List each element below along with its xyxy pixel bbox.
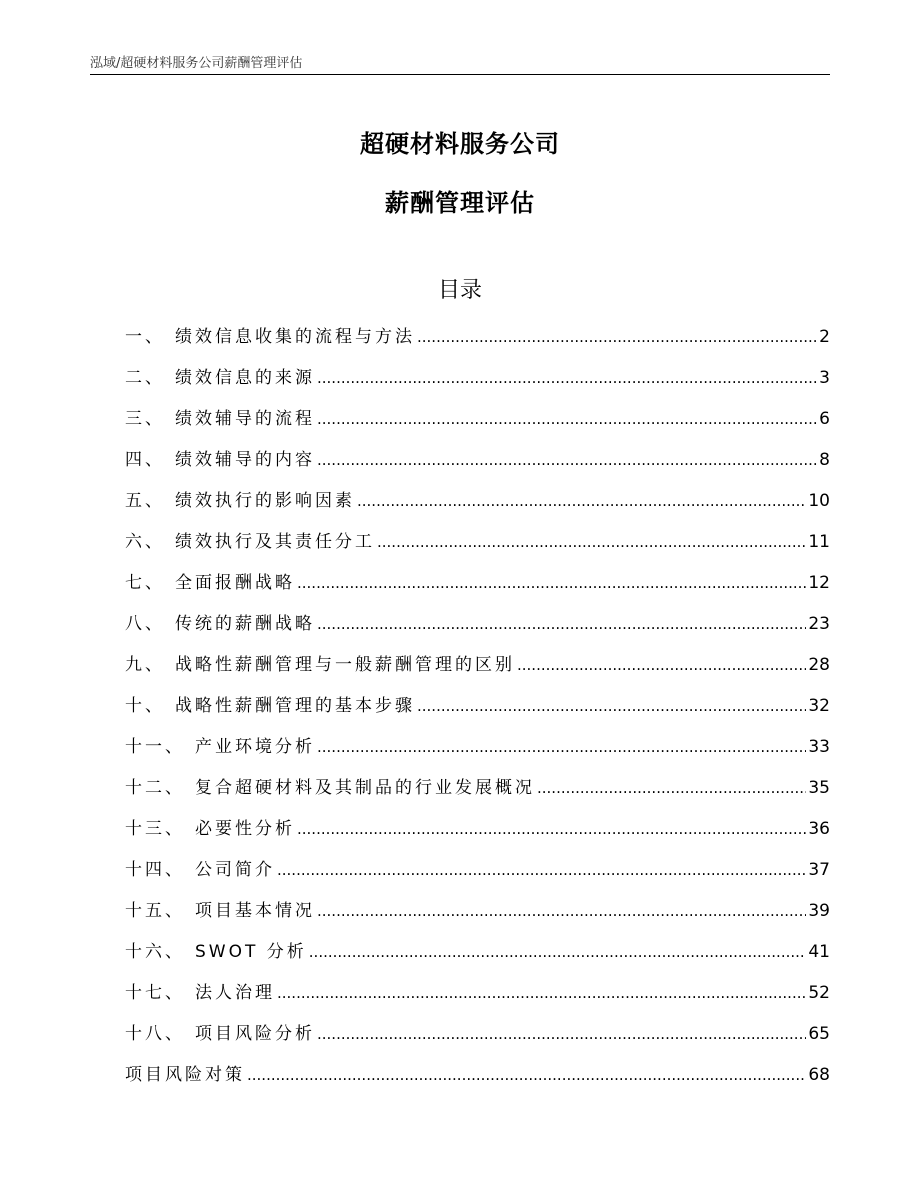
- toc-entry-number: 四、: [125, 450, 165, 470]
- running-header: 泓域/超硬材料服务公司薪酬管理评估: [90, 56, 303, 71]
- toc-entry-page: 35: [808, 778, 830, 798]
- toc-entry-number: 七、: [125, 573, 165, 593]
- toc-entry-number: 十二、: [125, 778, 185, 798]
- toc-entry-number: 十五、: [125, 901, 185, 921]
- toc-entry[interactable]: [125, 444, 830, 485]
- document-title: 超硬材料服务公司: [360, 130, 560, 158]
- toc-entry-label: 复合超硬材料及其制品的行业发展概况: [195, 778, 535, 798]
- toc-entry-label: SWOT 分析: [195, 942, 307, 962]
- toc-entry-page: 8: [819, 450, 830, 470]
- toc-entry-page: 3: [819, 368, 830, 388]
- toc-entry-label: 绩效信息的来源: [175, 368, 315, 388]
- toc-entry[interactable]: [125, 1059, 830, 1100]
- toc-dot-leader: [297, 813, 806, 845]
- toc-heading: 目录: [437, 278, 482, 303]
- toc-entry-number: 十一、: [125, 737, 185, 757]
- toc-entry-page: 41: [808, 942, 830, 962]
- toc-entry[interactable]: [125, 485, 830, 526]
- toc-dot-leader: [317, 403, 817, 435]
- toc-entry-number: 十四、: [125, 860, 185, 880]
- toc-dot-leader: [277, 977, 806, 1009]
- toc-entry[interactable]: [125, 895, 830, 936]
- toc-dot-leader: [309, 936, 807, 968]
- toc-dot-leader: [277, 854, 806, 886]
- toc-entry-page: 23: [808, 614, 830, 634]
- toc-entry-label: 绩效执行的影响因素: [175, 491, 355, 511]
- toc-dot-leader: [247, 1059, 806, 1091]
- toc-dot-leader: [357, 485, 806, 517]
- toc-entry-label: 战略性薪酬管理与一般薪酬管理的区别: [175, 655, 515, 675]
- toc-entry-number: 八、: [125, 614, 165, 634]
- toc-entry-label: 产业环境分析: [195, 737, 315, 757]
- toc-dot-leader: [317, 362, 817, 394]
- toc-entry-page: 12: [808, 573, 830, 593]
- header-divider: [90, 74, 830, 75]
- toc-dot-leader: [417, 321, 817, 353]
- toc-entry-page: 33: [808, 737, 830, 757]
- toc-dot-leader: [317, 731, 806, 763]
- document-subtitle: 薪酬管理评估: [385, 189, 535, 217]
- toc-entry-page: 11: [808, 532, 830, 552]
- toc-entry-number: 九、: [125, 655, 165, 675]
- toc-dot-leader: [297, 567, 806, 599]
- toc-entry-number: 五、: [125, 491, 165, 511]
- toc-entry[interactable]: [125, 936, 830, 977]
- toc-entry[interactable]: [125, 731, 830, 772]
- toc-entry[interactable]: [125, 813, 830, 854]
- toc-entry[interactable]: [125, 321, 830, 362]
- toc-dot-leader: [317, 895, 806, 927]
- toc-entry[interactable]: [125, 977, 830, 1018]
- toc-entry[interactable]: [125, 854, 830, 895]
- toc-entry-label: 公司简介: [195, 860, 275, 880]
- toc-entry-number: 十七、: [125, 983, 185, 1003]
- toc-entry-label: 全面报酬战略: [175, 573, 295, 593]
- toc-entry-number: 六、: [125, 532, 165, 552]
- toc-entry-number: 十三、: [125, 819, 185, 839]
- toc-entry-number: 十、: [125, 696, 165, 716]
- toc-entry-label: 项目基本情况: [195, 901, 315, 921]
- toc-entry-page: 2: [819, 327, 830, 347]
- toc-entry-label: 传统的薪酬战略: [175, 614, 315, 634]
- toc-entry[interactable]: [125, 1018, 830, 1059]
- toc-entry-page: 28: [808, 655, 830, 675]
- toc-entry-label: 绩效信息收集的流程与方法: [175, 327, 415, 347]
- toc-entry[interactable]: [125, 567, 830, 608]
- toc-entry-label: 绩效执行及其责任分工: [175, 532, 375, 552]
- toc-entry-number: 一、: [125, 327, 165, 347]
- toc-entry[interactable]: [125, 362, 830, 403]
- toc-entry-page: 32: [808, 696, 830, 716]
- toc-entry-number: 十六、: [125, 942, 185, 962]
- toc-dot-leader: [537, 772, 806, 804]
- toc-entry-label: 法人治理: [195, 983, 275, 1003]
- toc-entry-number: 十八、: [125, 1024, 185, 1044]
- toc-dot-leader: [417, 690, 806, 722]
- toc-entry[interactable]: [125, 690, 830, 731]
- table-of-contents: [125, 321, 830, 1100]
- toc-entry[interactable]: [125, 649, 830, 690]
- toc-entry-number: 三、: [125, 409, 165, 429]
- toc-entry-label: 绩效辅导的内容: [175, 450, 315, 470]
- toc-entry-label: 项目风险分析: [195, 1024, 315, 1044]
- toc-entry-page: 36: [808, 819, 830, 839]
- toc-dot-leader: [317, 1018, 806, 1050]
- toc-entry-page: 10: [808, 491, 830, 511]
- toc-entry[interactable]: [125, 772, 830, 813]
- toc-entry[interactable]: [125, 608, 830, 649]
- toc-entry[interactable]: [125, 403, 830, 444]
- toc-entry-page: 39: [808, 901, 830, 921]
- toc-dot-leader: [317, 444, 817, 476]
- toc-dot-leader: [317, 608, 806, 640]
- toc-dot-leader: [377, 526, 806, 558]
- toc-entry-page: 52: [808, 983, 830, 1003]
- toc-entry-label: 必要性分析: [195, 819, 295, 839]
- toc-entry-label: 绩效辅导的流程: [175, 409, 315, 429]
- toc-entry-label: 战略性薪酬管理的基本步骤: [175, 696, 415, 716]
- toc-entry[interactable]: [125, 526, 830, 567]
- toc-entry-page: 65: [808, 1024, 830, 1044]
- toc-entry-label: 项目风险对策: [125, 1065, 245, 1085]
- toc-dot-leader: [517, 649, 806, 681]
- toc-entry-page: 68: [808, 1065, 830, 1085]
- toc-entry-page: 6: [819, 409, 830, 429]
- toc-entry-number: 二、: [125, 368, 165, 388]
- toc-entry-page: 37: [808, 860, 830, 880]
